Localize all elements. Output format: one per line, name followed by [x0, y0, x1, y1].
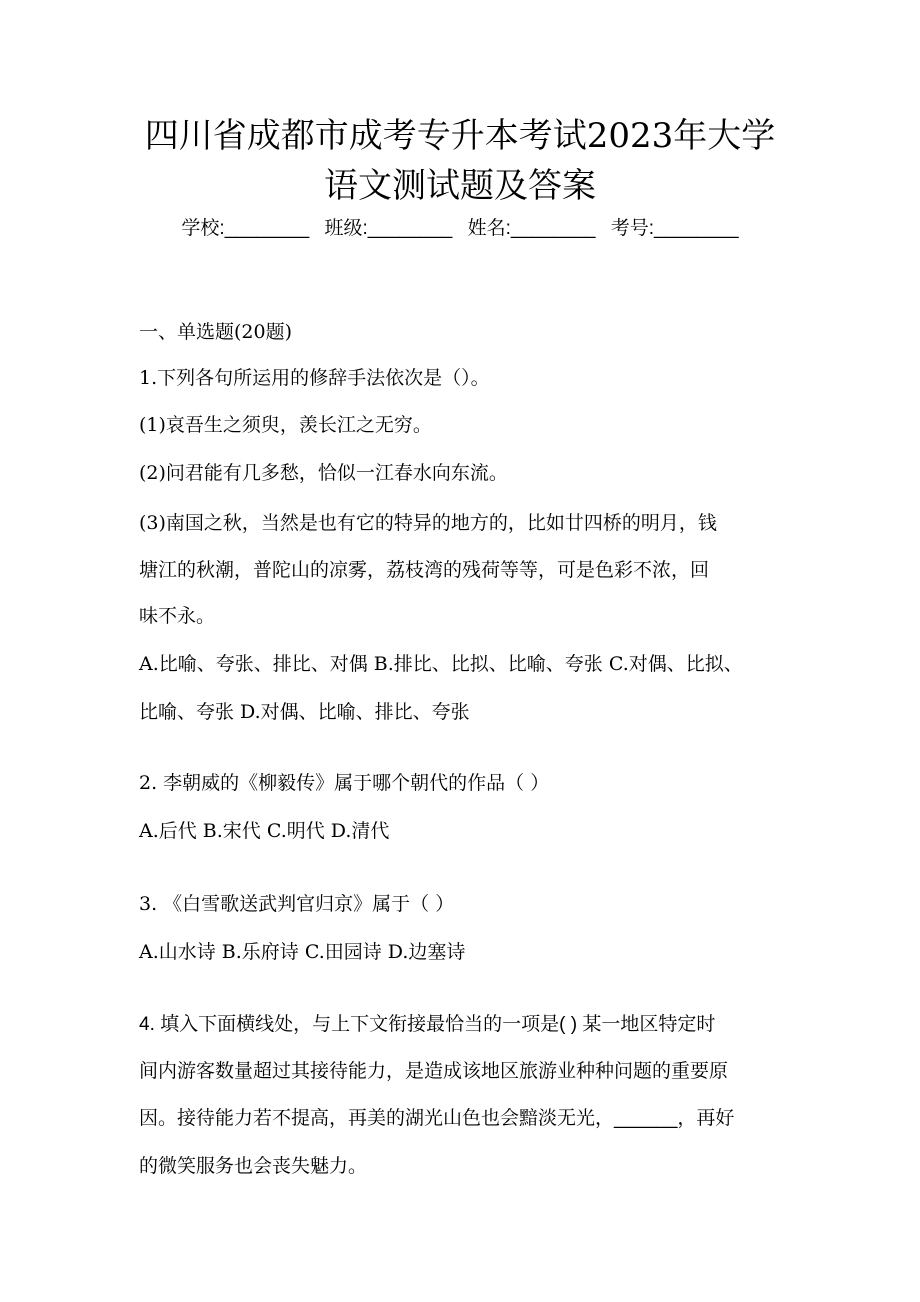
q1-sentence-3-line-3: 味不永。 [139, 605, 216, 627]
document-title-line-2: 语文测试题及答案 [324, 166, 596, 206]
q1-sentence-3-line-1: (3)南国之秋，当然是也有它的特异的地方的，比如廿四桥的明月，钱 [139, 512, 717, 534]
student-info-line [0, 214, 920, 244]
q1-options-line-2: 比喻、夸张 D.对偶、比喻、排比、夸张 [139, 701, 470, 723]
exam-number-field: 考号:________ [610, 218, 739, 239]
q3-stem: 3. 《白雪歌送武判官归京》属于（ ） [139, 893, 455, 915]
q1-stem: 1.下列各句所运用的修辞手法依次是（）。 [139, 367, 490, 389]
q4-line-1: 4. 填入下面横线处，与上下文衔接最恰当的一项是( ) 某一地区特定时 [139, 1014, 716, 1035]
q1-sentence-1: (1)哀吾生之须臾，羡长江之无穷。 [139, 414, 432, 436]
q4-line-3: 因。接待能力若不提高，再美的湖光山色也会黯淡无光，______，再好 [139, 1108, 735, 1129]
q2-options: A.后代 B.宋代 C.明代 D.清代 [139, 820, 390, 842]
name-field: 姓名:________ [467, 218, 596, 239]
q3-options: A.山水诗 B.乐府诗 C.田园诗 D.边塞诗 [139, 941, 466, 963]
q1-options-line-1: A.比喻、夸张、排比、对偶 B.排比、比拟、比喻、夸张 C.对偶、比拟、 [139, 653, 743, 675]
q1-sentence-2: (2)问君能有几多愁，恰似一江春水向东流。 [139, 462, 508, 484]
class-field: 班级:________ [324, 218, 453, 239]
school-field: 学校:________ [181, 218, 310, 239]
q4-line-4: 的微笑服务也会丧失魅力。 [139, 1156, 368, 1177]
document-title-line-1: 四川省成都市成考专升本考试2023年大学 [144, 116, 776, 156]
q2-stem: 2. 李朝威的《柳毅传》属于哪个朝代的作品（ ） [139, 772, 550, 794]
q1-sentence-3-line-2: 塘江的秋潮，普陀山的凉雾，荔枝湾的残荷等等，可是色彩不浓，回 [139, 559, 710, 581]
q4-line-2: 间内游客数量超过其接待能力，是造成该地区旅游业种种问题的重要原 [139, 1061, 729, 1082]
section-heading: 一、单选题(20题) [139, 321, 293, 343]
